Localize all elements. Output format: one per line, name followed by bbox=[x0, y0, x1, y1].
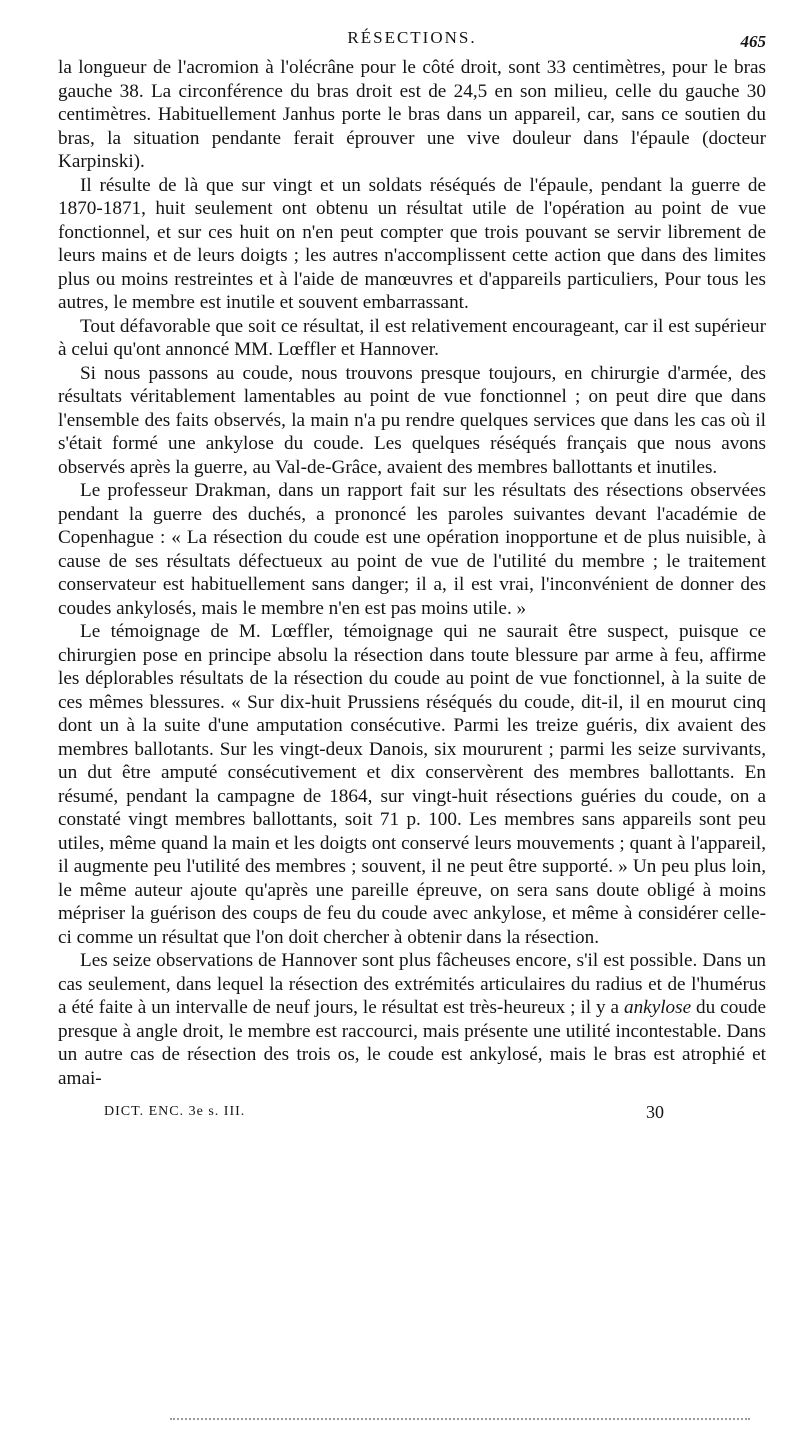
text-run: Les seize observations de Hannover sont plus fâcheuses encore, s'il est possible. Dans un cas seulement, dans lequel la résection des extrémités articulaires du radius et de l'humérus a été faite à un intervalle de neuf jours, le résultat est très-heureux ; il y a bbox=[58, 950, 766, 1018]
document-page bbox=[58, 26, 766, 1130]
page-header bbox=[58, 26, 766, 56]
page-number: 465 bbox=[740, 32, 766, 51]
bleed-through-line bbox=[170, 1418, 750, 1420]
paragraph: Tout défavorable que soit ce résultat, il est relativement encourageant, car il est supérieur à celui qu'ont annoncé MM. Lœffler et Hannover. bbox=[58, 315, 766, 360]
paragraph: Si nous passons au coude, nous trouvons presque toujours, en chirurgie d'armée, des résultats véritablement lamentables au point de vue fonctionnel ; on peut dire que dans l'ensemble des faits observés, la main n'a pu rendre quelques services que dans les cas où il s'était formé une ankylose du coude. Les quelques réséqués français que nous avons observés après la guerre, au Val-de-Grâce, avaient des membres ballottants et inutiles. bbox=[58, 362, 766, 478]
text-run: du coude presque à angle droit, le membre est raccourci, mais présente une utilité incontestable. Dans un autre cas de résection des trois os, le coude est ankylosé, mais le bras est atrophié et amai- bbox=[58, 997, 766, 1089]
body-text bbox=[58, 56, 766, 1090]
italic-term: ankylose bbox=[623, 997, 692, 1018]
running-head: RÉSECTIONS. bbox=[347, 28, 477, 47]
paragraph: la longueur de l'acromion à l'olécrâne pour le côté droit, sont 33 centimètres, pour le bras gauche 38. La circonférence du bras droit est de 24,5 en son milieu, celle du gauche 30 centimètres. Habituellement Janhus porte le bras dans un appareil, car, sans ce soutien du bras, la situation pendante ferait éprouver une vive douleur dans l'épaule (docteur Karpinski). bbox=[58, 57, 766, 172]
paragraph: Le professeur Drakman, dans un rapport fait sur les résultats des résections observées pendant la guerre des duchés, a prononcé les paroles suivantes devant l'académie de Copenhague : « La résection du coude est une opération inopportune et de plus nuisible, à cause de ses résultats défectueux au point de vue de l'utilité du membre ; le traitement conservateur est habituellement sans danger; il a, il est vrai, l'inconvénient de donner des coudes ankylosés, mais le membre n'en est pas moins utile. » bbox=[58, 480, 766, 619]
paragraph: Le témoignage de M. Lœffler, témoignage qui ne saurait être suspect, puisque ce chirurgien pose en principe absolu la résection dans toute blessure par arme à feu, affirme les déplorables résultats de la résection du coude au point de vue fonctionnel, à la suite de ces mêmes blessures. « Sur dix-huit Prussiens réséqués du coude, dit-il, il en mourut cinq dont un à la suite d'une amputation consécutive. Parmi les treize guéris, dix avaient des membres ballotants. Sur les vingt-deux Danois, six moururent ; parmi les seize survivants, un dut être amputé consécutivement et dix conservèrent des membres ballottants. En résumé, pendant la campagne de 1864, sur vingt-huit résections guéries du coude, on a constaté vingt membres ballottants, soit 71 p. 100. Les membres sans appareils sont peu utiles, même quand la main et les doigts ont conservé leurs mouvements ; quant à l'appareil, il augmente peu l'utilité des membres ; souvent, il ne peut être supporté. » Un peu plus loin, le même auteur ajoute qu'après une pareille épreuve, on sera sans doute obligé à moins mépriser la guérison des coups de feu du coude avec ankylose, et même à considérer celle-ci comme un résultat que l'on doit chercher à obtenir dans la résection. bbox=[58, 621, 766, 948]
page-footer bbox=[58, 1100, 766, 1130]
paragraph bbox=[58, 949, 766, 1090]
printer-signature: DICT. ENC. 3e s. III. bbox=[104, 1104, 246, 1119]
signature-number: 30 bbox=[646, 1102, 664, 1122]
paragraph: Il résulte de là que sur vingt et un soldats réséqués de l'épaule, pendant la guerre de 1870-1871, huit seulement ont obtenu un résultat utile de l'opération au point de vue fonctionnel, et sur ces huit on n'en peut compter que trois pouvant se servir librement de leurs mains et de leurs doigts ; les autres n'accomplissent cette action que dans des limites plus ou moins restreintes et à l'aide de manœuvres et d'appareils particuliers, Pour tous les autres, le membre est inutile et souvent embarrassant. bbox=[58, 174, 766, 313]
